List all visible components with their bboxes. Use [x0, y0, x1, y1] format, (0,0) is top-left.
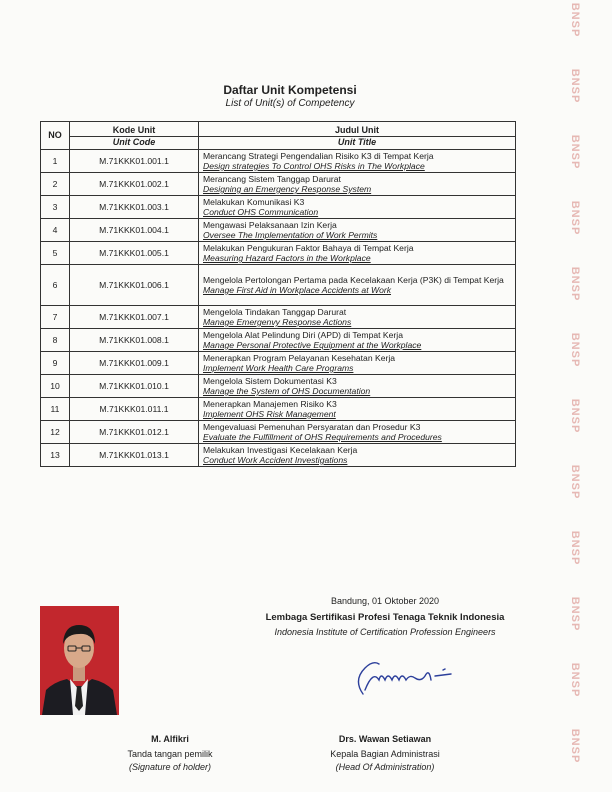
row-number: 2 [41, 173, 70, 196]
unit-code: M.71KKK01.010.1 [70, 375, 199, 398]
table-row [41, 329, 516, 352]
unit-title-en: Implement Work Health Care Programs [203, 363, 354, 373]
unit-title [199, 375, 516, 398]
header-code-en: Unit Code [70, 136, 199, 150]
unit-title-id: Merancang Sistem Tanggap Darurat [203, 173, 341, 184]
unit-code: M.71KKK01.009.1 [70, 352, 199, 375]
unit-title [199, 173, 516, 196]
row-number: 8 [41, 329, 70, 352]
header-title: Judul Unit [199, 122, 516, 137]
watermark-text: BNSP [569, 68, 581, 104]
unit-code: M.71KKK01.012.1 [70, 421, 199, 444]
unit-title-en: Conduct OHS Communication [203, 207, 319, 217]
unit-title-id: Melakukan Pengukuran Faktor Bahaya di Tempat Kerja [203, 242, 414, 253]
unit-code: M.71KKK01.002.1 [70, 173, 199, 196]
watermark-text: BNSP [569, 398, 581, 434]
holder-photo [40, 606, 119, 715]
holder-role-en: (Signature of holder) [128, 762, 212, 772]
row-number: 4 [41, 219, 70, 242]
watermark-text: BNSP [569, 332, 581, 368]
row-number: 12 [41, 421, 70, 444]
header-title-en: Unit Title [199, 136, 516, 150]
table-row [41, 444, 516, 467]
unit-code: M.71KKK01.013.1 [70, 444, 199, 467]
table-row [41, 352, 516, 375]
unit-title-id: Mengawasi Pelaksanaan Izin Kerja [203, 219, 337, 230]
institution-name-en: Indonesia Institute of Certification Profession Engineers [274, 627, 496, 637]
row-number: 10 [41, 375, 70, 398]
table-row [41, 173, 516, 196]
unit-title-id: Melakukan Komunikasi K3 [203, 196, 305, 207]
table-row [41, 398, 516, 421]
holder-name: M. Alfikri [151, 734, 189, 744]
official-name: Drs. Wawan Setiawan [338, 734, 432, 744]
row-number: 9 [41, 352, 70, 375]
watermark-text: BNSP [569, 728, 581, 764]
unit-code: M.71KKK01.007.1 [70, 306, 199, 329]
unit-code: M.71KKK01.011.1 [70, 398, 199, 421]
watermark-text: BNSP [569, 530, 581, 566]
watermark-text: BNSP [569, 200, 581, 236]
holder-role: Tanda tangan pemilik [127, 749, 213, 759]
unit-code: M.71KKK01.003.1 [70, 196, 199, 219]
row-number: 5 [41, 242, 70, 265]
unit-title-id: Mengevaluasi Pemenuhan Persyaratan dan Prosedur K3 [203, 421, 421, 432]
unit-title-id: Menerapkan Program Pelayanan Kesehatan Kerja [203, 352, 396, 363]
unit-title-en: Design strategies To Control OHS Risks in The Workplace [203, 161, 425, 171]
unit-title [199, 219, 516, 242]
unit-title-id: Mengelola Pertolongan Pertama pada Kecelakaan Kerja (P3K) di Tempat Kerja [203, 274, 504, 285]
row-number: 3 [41, 196, 70, 219]
unit-title [199, 444, 516, 467]
unit-title [199, 352, 516, 375]
header-code: Kode Unit [70, 122, 199, 137]
unit-title-en: Conduct Work Accident Investigations [203, 455, 348, 465]
row-number: 6 [41, 265, 70, 306]
row-number: 7 [41, 306, 70, 329]
document-subtitle: List of Unit(s) of Competency [225, 98, 355, 109]
watermark-text: BNSP [569, 596, 581, 632]
header-no: NO [41, 122, 70, 150]
table-row [41, 306, 516, 329]
institution-name: Lembaga Sertifikasi Profesi Tenaga Teknik Indonesia [265, 612, 505, 623]
table-row [41, 219, 516, 242]
unit-title-id: Menerapkan Manajemen Risiko K3 [203, 398, 337, 409]
table-body [41, 150, 516, 467]
unit-title-id: Mengelola Sistem Dokumentasi K3 [203, 375, 337, 386]
watermark-text: BNSP [569, 266, 581, 302]
place-date: Bandung, 01 Oktober 2020 [330, 596, 440, 606]
watermark-text: BNSP [569, 662, 581, 698]
unit-title-id: Merancang Strategi Pengendalian Risiko K3 di Tempat Kerja [203, 150, 434, 161]
unit-title [199, 265, 516, 306]
unit-code: M.71KKK01.005.1 [70, 242, 199, 265]
bnsp-watermark-column [555, 0, 595, 792]
unit-title-en: Manage the System of OHS Documentation [203, 386, 371, 396]
unit-title-en: Implement OHS Risk Management [203, 409, 336, 419]
unit-title [199, 421, 516, 444]
unit-code: M.71KKK01.006.1 [70, 265, 199, 306]
unit-title [199, 150, 516, 173]
unit-title-id: Melakukan Investigasi Kecelakaan Kerja [203, 444, 358, 455]
table-row [41, 196, 516, 219]
document-title: Daftar Unit Kompetensi [223, 83, 357, 97]
unit-title-en: Evaluate the Fulfillment of OHS Requirements and Procedures [203, 432, 442, 442]
watermark-text: BNSP [569, 464, 581, 500]
row-number: 13 [41, 444, 70, 467]
official-role-en: (Head Of Administration) [335, 762, 435, 772]
unit-title [199, 242, 516, 265]
table-row [41, 265, 516, 306]
unit-title [199, 306, 516, 329]
unit-title-en: Oversee The Implementation of Work Permits [203, 230, 378, 240]
official-signature-icon [335, 650, 455, 700]
watermark-text: BNSP [569, 134, 581, 170]
unit-title-en: Manage First Aid in Workplace Accidents at Work [203, 285, 392, 295]
table-row [41, 421, 516, 444]
watermark-text: BNSP [569, 2, 581, 38]
table-row [41, 375, 516, 398]
unit-code: M.71KKK01.008.1 [70, 329, 199, 352]
unit-title-en: Designing an Emergency Response System [203, 184, 372, 194]
unit-title-en: Manage Emergenvy Response Actions [203, 317, 352, 327]
competency-units-table [40, 121, 516, 467]
unit-title [199, 196, 516, 219]
row-number: 11 [41, 398, 70, 421]
table-row [41, 150, 516, 173]
unit-title [199, 329, 516, 352]
row-number: 1 [41, 150, 70, 173]
table-row [41, 242, 516, 265]
official-role: Kepala Bagian Administrasi [330, 749, 440, 759]
unit-title-en: Measuring Hazard Factors in the Workplace [203, 253, 371, 263]
unit-title-id: Mengelola Alat Pelindung Diri (APD) di Tempat Kerja [203, 329, 403, 340]
unit-title-id: Mengelola Tindakan Tanggap Darurat [203, 306, 347, 317]
person-portrait-icon [40, 606, 119, 715]
unit-title-en: Manage Personal Protective Equipment at the Workplace [203, 340, 422, 350]
unit-title [199, 398, 516, 421]
unit-code: M.71KKK01.001.1 [70, 150, 199, 173]
unit-code: M.71KKK01.004.1 [70, 219, 199, 242]
